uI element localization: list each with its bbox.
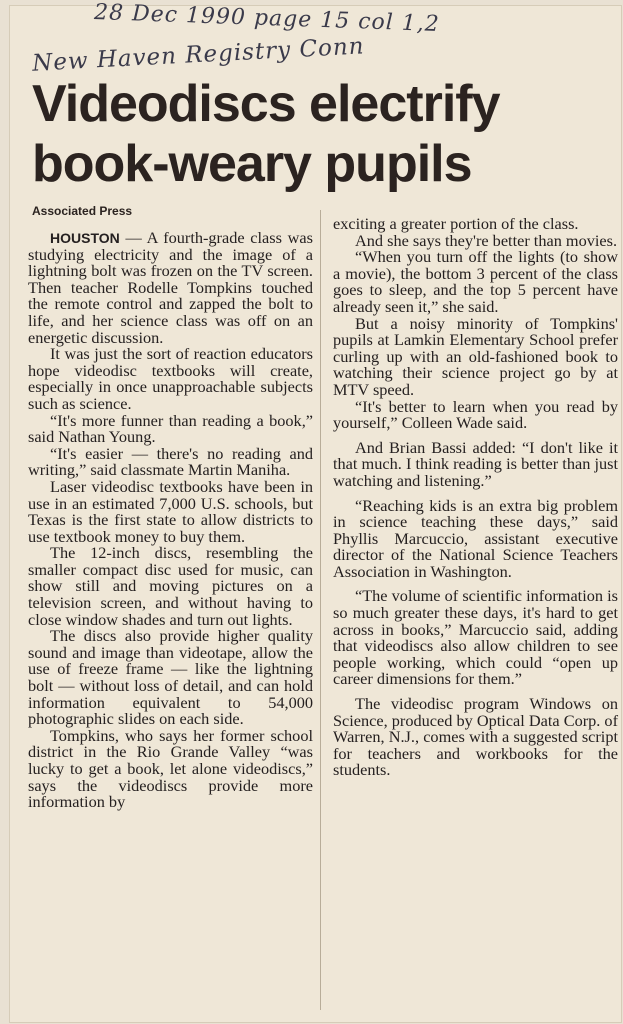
paragraph: “When you turn off the lights (to show a movie), the bottom 3 percent of the class goes to sleep, and the top 5 percent have already seen it,” she said. bbox=[333, 247, 618, 316]
paragraph: The videodisc program Windows on Science, produced by Optical Data Corp. of Warren, N.J., comes with a suggested script for teachers and workbooks for the students. bbox=[333, 694, 618, 780]
paragraph: The 12-inch discs, resembling the smaller compact disc used for music, can show still and moving pictures on a television screen, and without having to close window shades and turn out lights. bbox=[28, 543, 313, 629]
paragraph: “The volume of scientific information is so much greater these days, it's hard to get across in books,” Marcuccio said, adding that videodiscs also allow children to see people working, which could “open up career dimensions for them.” bbox=[333, 586, 618, 689]
handwritten-source-note: New Haven Registry Conn bbox=[31, 33, 366, 77]
paragraph: “It's easier — there's no reading and writing,” said classmate Martin Maniha. bbox=[28, 443, 313, 480]
dateline: HOUSTON bbox=[50, 230, 120, 246]
paragraph: “It's more funner than reading a book,” said Nathan Young. bbox=[28, 410, 313, 447]
paragraph-text: — A fourth-grade class was studying electricity and the image of a lightning bolt was frozen on the TV screen. Then teacher Rodelle Tompkins touched the remote control and zapped the bolt to life, and her science class was off on an energetic discussion. bbox=[28, 228, 313, 347]
paragraph: The discs also provide higher quality sound and image than videotape, allow the use of freeze frame — like the lightning bolt — without loss of detail, and can hold information equivalent to 54,000 photographic slides on each side. bbox=[28, 626, 313, 729]
paragraph: Laser videodisc textbooks have been in use in an estimated 7,000 U.S. schools, but Texas is the first state to allow districts to use textbook money to buy them. bbox=[28, 476, 313, 546]
headline-line-1: Videodiscs electrify bbox=[32, 75, 500, 133]
handwritten-date-note: 28 Dec 1990 page 15 col 1,2 bbox=[93, 0, 441, 38]
column-divider bbox=[320, 210, 321, 1010]
paragraph: It was just the sort of reaction educators hope videodisc textbooks will create, especially in once unapproachable subjects such as science. bbox=[28, 344, 313, 413]
paragraph: “It's better to learn when you read by yourself,” Colleen Wade said. bbox=[333, 396, 618, 433]
paragraph: And Brian Bassi added: “I don't like it that much. I think reading is better than just watching and listening.” bbox=[333, 437, 618, 490]
paragraph: exciting a greater portion of the class. bbox=[333, 214, 579, 233]
headline bbox=[32, 74, 617, 194]
article-column-2 bbox=[333, 216, 618, 779]
article-column-1 bbox=[28, 230, 313, 811]
paragraph: Tompkins, who says her former school district in the Rio Grande Valley “was lucky to get a book, let alone videodiscs,” says the videodiscs provide more information by bbox=[28, 725, 313, 812]
headline-line-2: book-weary pupils bbox=[32, 135, 472, 193]
paragraph: And she says they're better than movies. bbox=[355, 230, 618, 250]
byline: Associated Press bbox=[32, 204, 133, 218]
paragraph: But a noisy minority of Tompkins' pupils at Lamkin Elementary School prefer curling up with an old-fashioned book to watching their science project go by at MTV speed. bbox=[333, 313, 618, 399]
paragraph: “Reaching kids is an extra big problem in science teaching these days,” said Phyllis Marcuccio, assistant executive director of the National Science Teachers Association in Washington. bbox=[333, 495, 618, 581]
paragraph bbox=[28, 230, 313, 346]
